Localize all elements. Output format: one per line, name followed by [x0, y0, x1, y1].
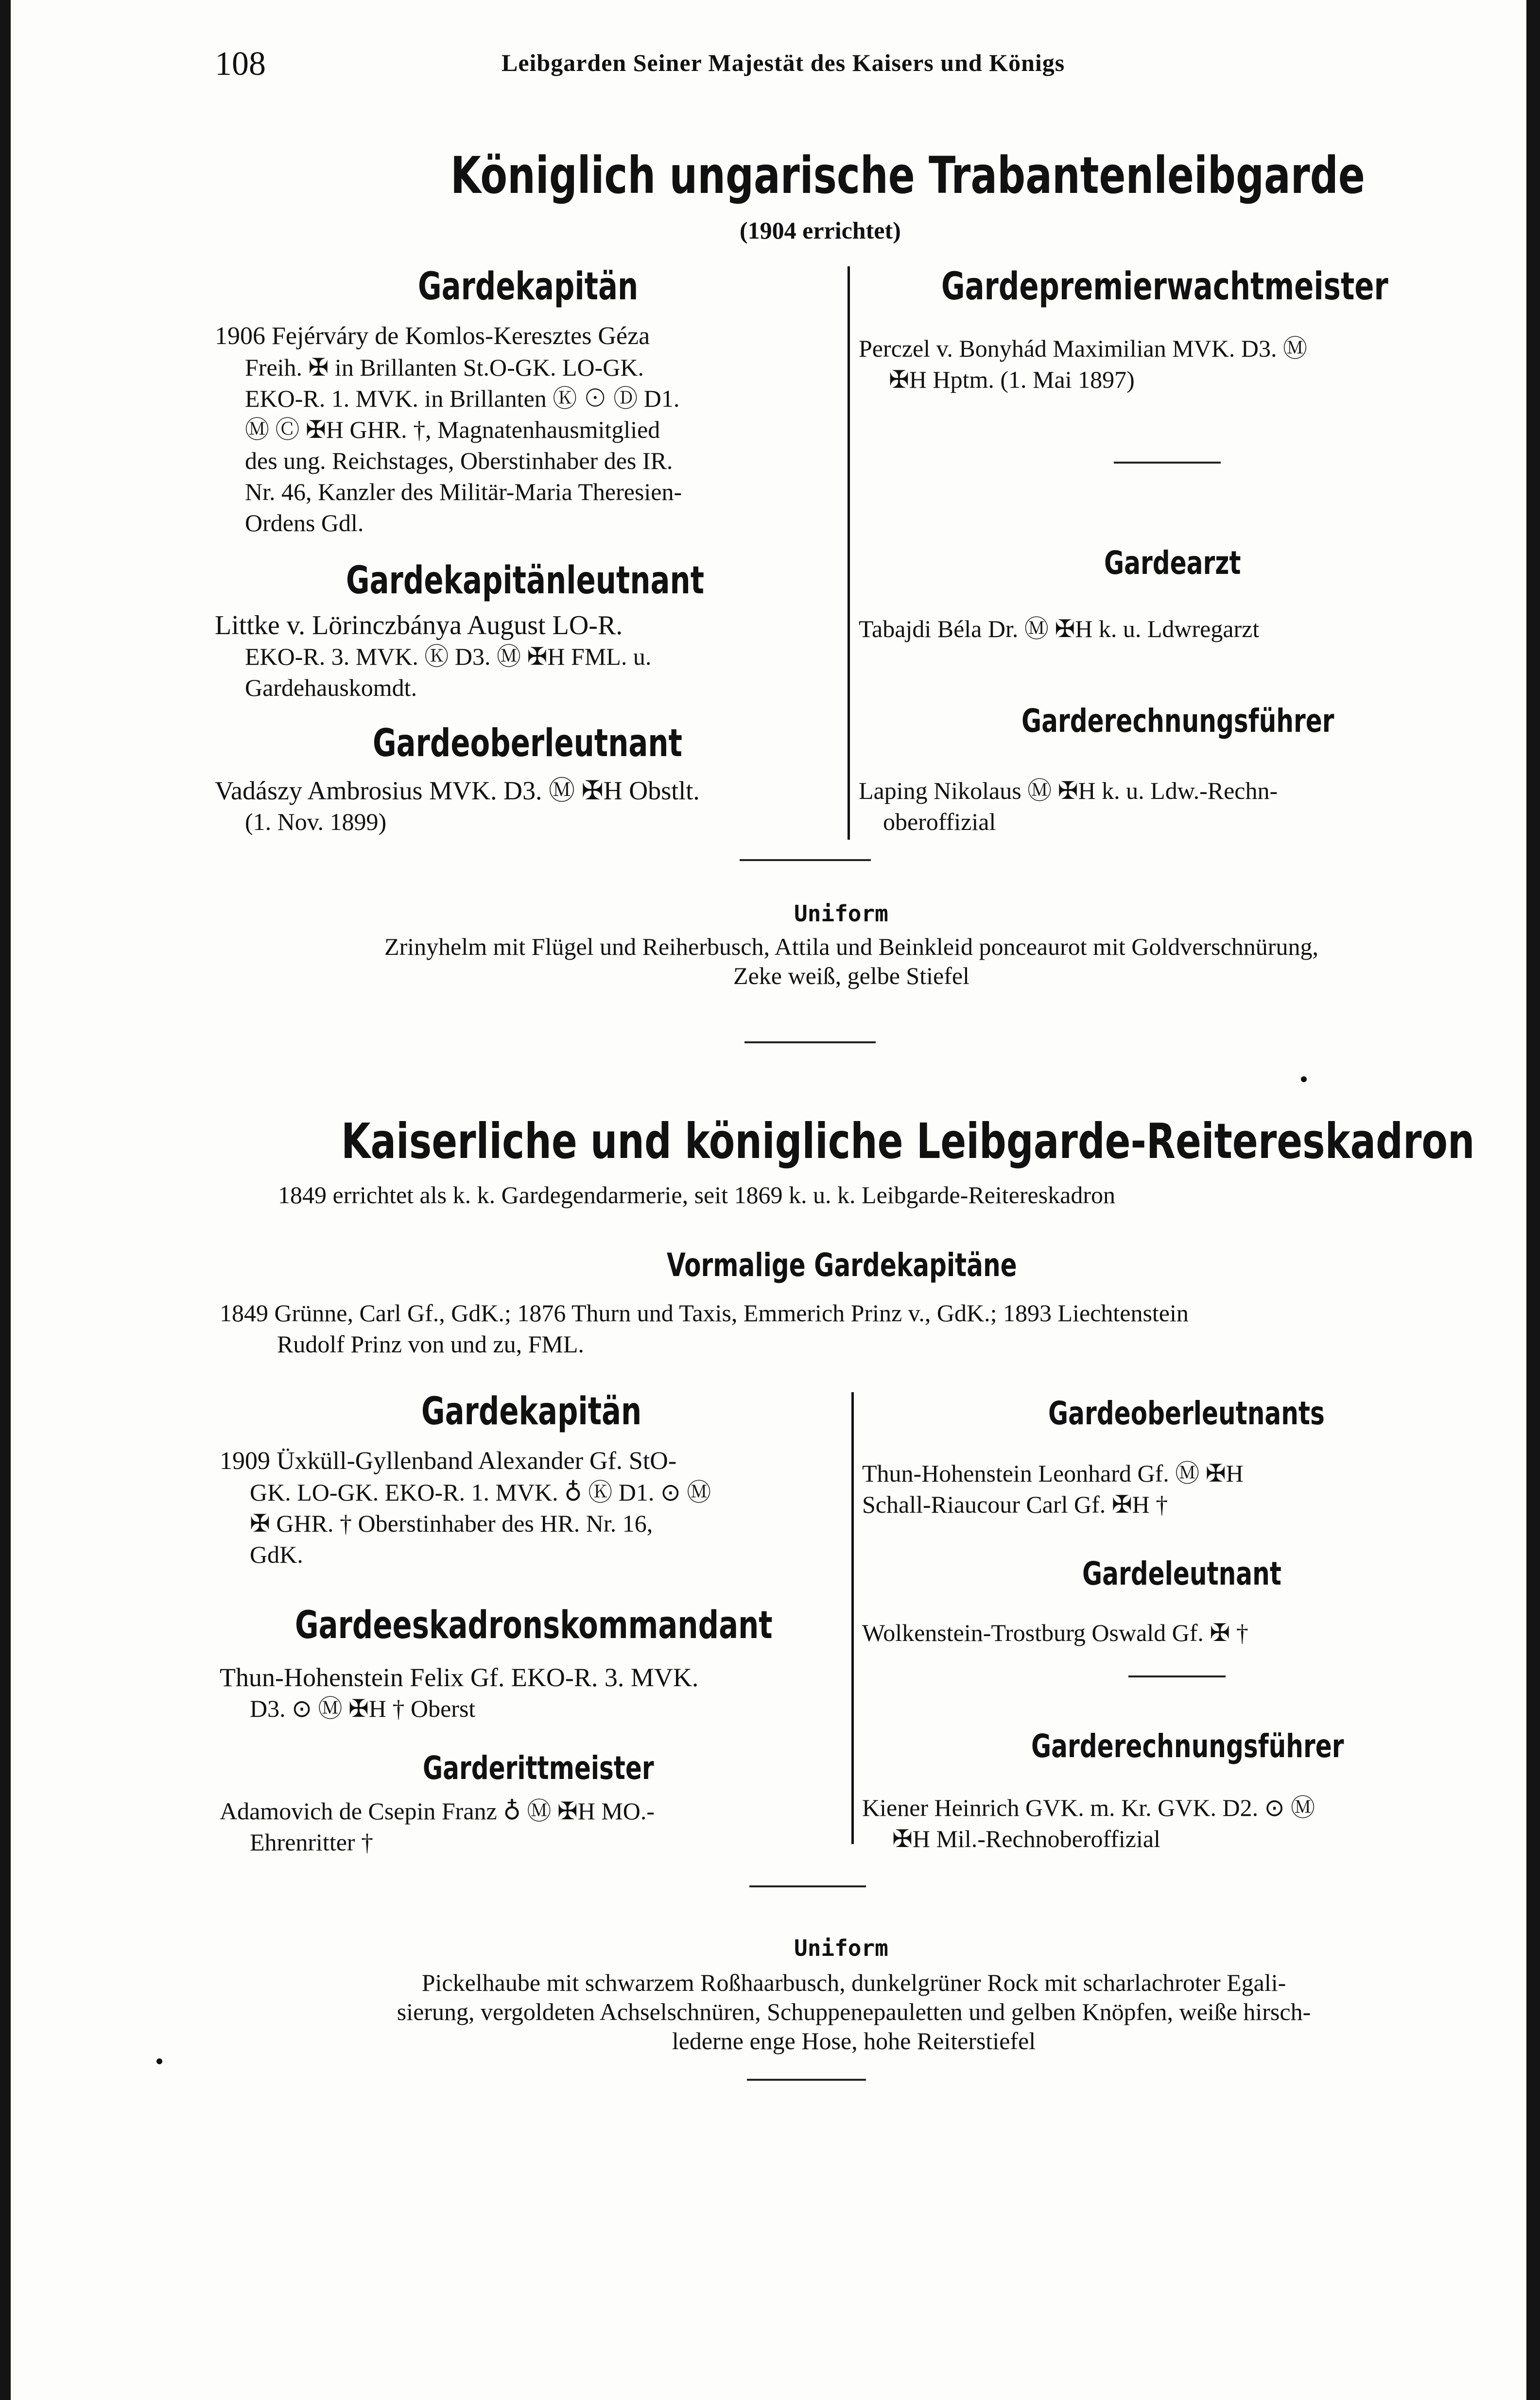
entry-line: ✠H Hptm. (1. Mai 1897) — [889, 366, 1135, 393]
s2-kapitaen-heading: Gardekapitän — [421, 1390, 642, 1433]
running-title: Leibgarden Seiner Majestät des Kaisers und Königs — [502, 49, 1065, 76]
entry-line: Nr. 46, Kanzler des Militär-Maria Theresien- — [245, 478, 682, 505]
s2-rechnung-entry — [862, 1792, 1315, 1854]
rule — [749, 1885, 866, 1887]
uniform-line: Zeke weiß, gelbe Stiefel — [733, 962, 969, 989]
print-speck — [156, 2058, 162, 2064]
entry-line: (1. Nov. 1899) — [245, 808, 387, 835]
s2-leutnant-heading: Gardeleutnant — [1082, 1555, 1281, 1592]
entry-line: Wolkenstein-Trostburg Oswald Gf. ✠ † — [862, 1619, 1248, 1646]
s1-premier-heading: Gardepremierwachtmeister — [941, 265, 1388, 309]
s2-uniform-heading: Uniform — [794, 1935, 888, 1961]
entry-line: EKO-R. 1. MVK. in Brillanten Ⓚ ⊙ Ⓓ D1. — [245, 385, 680, 412]
s1-uniform-heading: Uniform — [794, 900, 888, 927]
s1-rechnung-heading: Garderechnungsführer — [1021, 702, 1334, 740]
entry-line: ✠ GHR. † Oberstinhaber des HR. Nr. 16, — [250, 1510, 653, 1537]
s1-kapitaenleutnant-heading: Gardekapitänleutnant — [346, 559, 705, 603]
s1-kapitaenleutnant-entry — [215, 610, 651, 703]
page-number: 108 — [215, 45, 266, 83]
entry-line: Gardehauskomdt. — [245, 674, 417, 701]
rule — [740, 859, 871, 861]
entry-line: Thun-Hohenstein Leonhard Gf. Ⓜ ✠H — [862, 1460, 1244, 1487]
entry-line: ✠H Mil.-Rechnoberoffizial — [892, 1825, 1160, 1852]
print-speck — [1301, 1076, 1307, 1082]
s2-uniform-text — [222, 1968, 1486, 2055]
s1-rechnung-entry — [859, 775, 1278, 837]
entry-line: Thun-Hohenstein Felix Gf. EKO-R. 3. MVK. — [220, 1663, 699, 1692]
entry-line: 1906 Fejérváry de Komlos-Keresztes Géza — [215, 322, 650, 350]
s2-oberleutnants-entry — [862, 1458, 1244, 1520]
s1-oberleutnant-heading: Gardeoberleutnant — [373, 722, 682, 765]
entry-line: Ⓜ Ⓒ ✠H GHR. †, Magnatenhausmitglied — [245, 416, 660, 443]
entry-line: EKO-R. 3. MVK. Ⓚ D3. Ⓜ ✠H FML. u. — [245, 643, 652, 670]
entry-line: GdK. — [250, 1541, 303, 1568]
s1-oberleutnant-entry — [215, 775, 700, 837]
uniform-line: Pickelhaube mit schwarzem Roßhaarbusch, dunkelgrüner Rock mit scharlachroter Egali- — [421, 1969, 1286, 1996]
s1-kapitaen-entry — [215, 321, 682, 538]
rule — [1128, 1675, 1226, 1677]
section2-title: Kaiserliche und königliche Leibgarde-Reitereskadron — [341, 1113, 1475, 1170]
entry-line: Ordens Gdl. — [245, 509, 364, 536]
column-divider — [851, 1392, 854, 1844]
entry-line: Ehrenritter † — [250, 1829, 374, 1856]
entry-line: des ung. Reichstages, Oberstinhaber des IR. — [245, 447, 673, 474]
s2-oberleutnants-heading: Gardeoberleutnants — [1048, 1395, 1325, 1432]
uniform-line: lederne enge Hose, hohe Reiterstiefel — [672, 2027, 1036, 2055]
s1-premier-entry — [859, 333, 1307, 395]
entry-line: D3. ⊙ Ⓜ ✠H † Oberst — [250, 1695, 476, 1722]
rule — [744, 1041, 876, 1043]
entry-line: Laping Nikolaus Ⓜ ✠H k. u. Ldw.-Rechn- — [859, 777, 1278, 804]
entry-line: Tabajdi Béla Dr. Ⓜ ✠H k. u. Ldwregarzt — [859, 615, 1260, 642]
uniform-line: sierung, vergoldeten Achselschnüren, Schuppenepauletten und gelben Knöpfen, weiße hirsch- — [397, 1998, 1311, 2025]
rule — [747, 2079, 866, 2081]
s2-rittmeister-heading: Garderittmeister — [423, 1749, 654, 1787]
entry-line: oberoffizial — [883, 808, 996, 835]
s1-arzt-heading: Gardearzt — [1104, 544, 1241, 582]
s1-kapitaen-heading: Gardekapitän — [418, 265, 639, 309]
entry-line: Littke v. Lörinczbánya August LO-R. — [215, 610, 623, 640]
s2-eskadron-entry — [220, 1662, 698, 1724]
entry-line: Rudolf Prinz von und zu, FML. — [277, 1330, 584, 1358]
s2-kapitaen-entry — [220, 1446, 711, 1570]
s2-rittmeister-entry — [220, 1796, 655, 1858]
entry-line: Perczel v. Bonyhád Maximilian MVK. D3. Ⓜ — [859, 335, 1307, 362]
entry-line: Adamovich de Csepin Franz ♁ Ⓜ ✠H MO.- — [220, 1797, 655, 1825]
section1-subtitle: (1904 errichtet) — [740, 217, 901, 244]
section1-title: Königlich ungarische Trabantenleibgarde — [450, 146, 1365, 205]
s2-vormalige-entry — [220, 1297, 1189, 1360]
section2-subtitle: 1849 errichtet als k. k. Gardegendarmerie, seit 1869 k. u. k. Leibgarde-Reitereskadron — [278, 1181, 1115, 1209]
entry-line: Kiener Heinrich GVK. m. Kr. GVK. D2. ⊙ Ⓜ — [862, 1794, 1315, 1821]
s2-eskadron-heading: Gardeeskadronskommandant — [295, 1604, 773, 1647]
s2-rechnung-heading: Garderechnungsführer — [1031, 1727, 1344, 1765]
s1-arzt-entry — [859, 613, 1259, 644]
rule — [1114, 462, 1221, 464]
s2-leutnant-entry — [862, 1617, 1248, 1648]
s2-vormalige-heading: Vormalige Gardekapitäne — [667, 1246, 1017, 1284]
uniform-line: Zrinyhelm mit Flügel und Reiherbusch, Attila und Beinkleid ponceaurot mit Goldverschnürung, — [384, 933, 1318, 960]
entry-line: 1909 Üxküll-Gyllenband Alexander Gf. StO- — [220, 1447, 677, 1475]
s1-uniform-text — [220, 932, 1483, 990]
entry-line: Vadászy Ambrosius MVK. D3. Ⓜ ✠H Obstlt. — [215, 776, 700, 805]
entry-line: Schall-Riaucour Carl Gf. ✠H † — [862, 1491, 1168, 1518]
entry-line: Freih. ✠ in Brillanten St.O-GK. LO-GK. — [245, 354, 644, 381]
column-divider — [848, 266, 850, 840]
entry-line: GK. LO-GK. EKO-R. 1. MVK. ♁ Ⓚ D1. ⊙ Ⓜ — [250, 1479, 711, 1506]
entry-line: 1849 Grünne, Carl Gf., GdK.; 1876 Thurn und Taxis, Emmerich Prinz v., GdK.; 1893 Liechtenstein — [220, 1299, 1189, 1327]
